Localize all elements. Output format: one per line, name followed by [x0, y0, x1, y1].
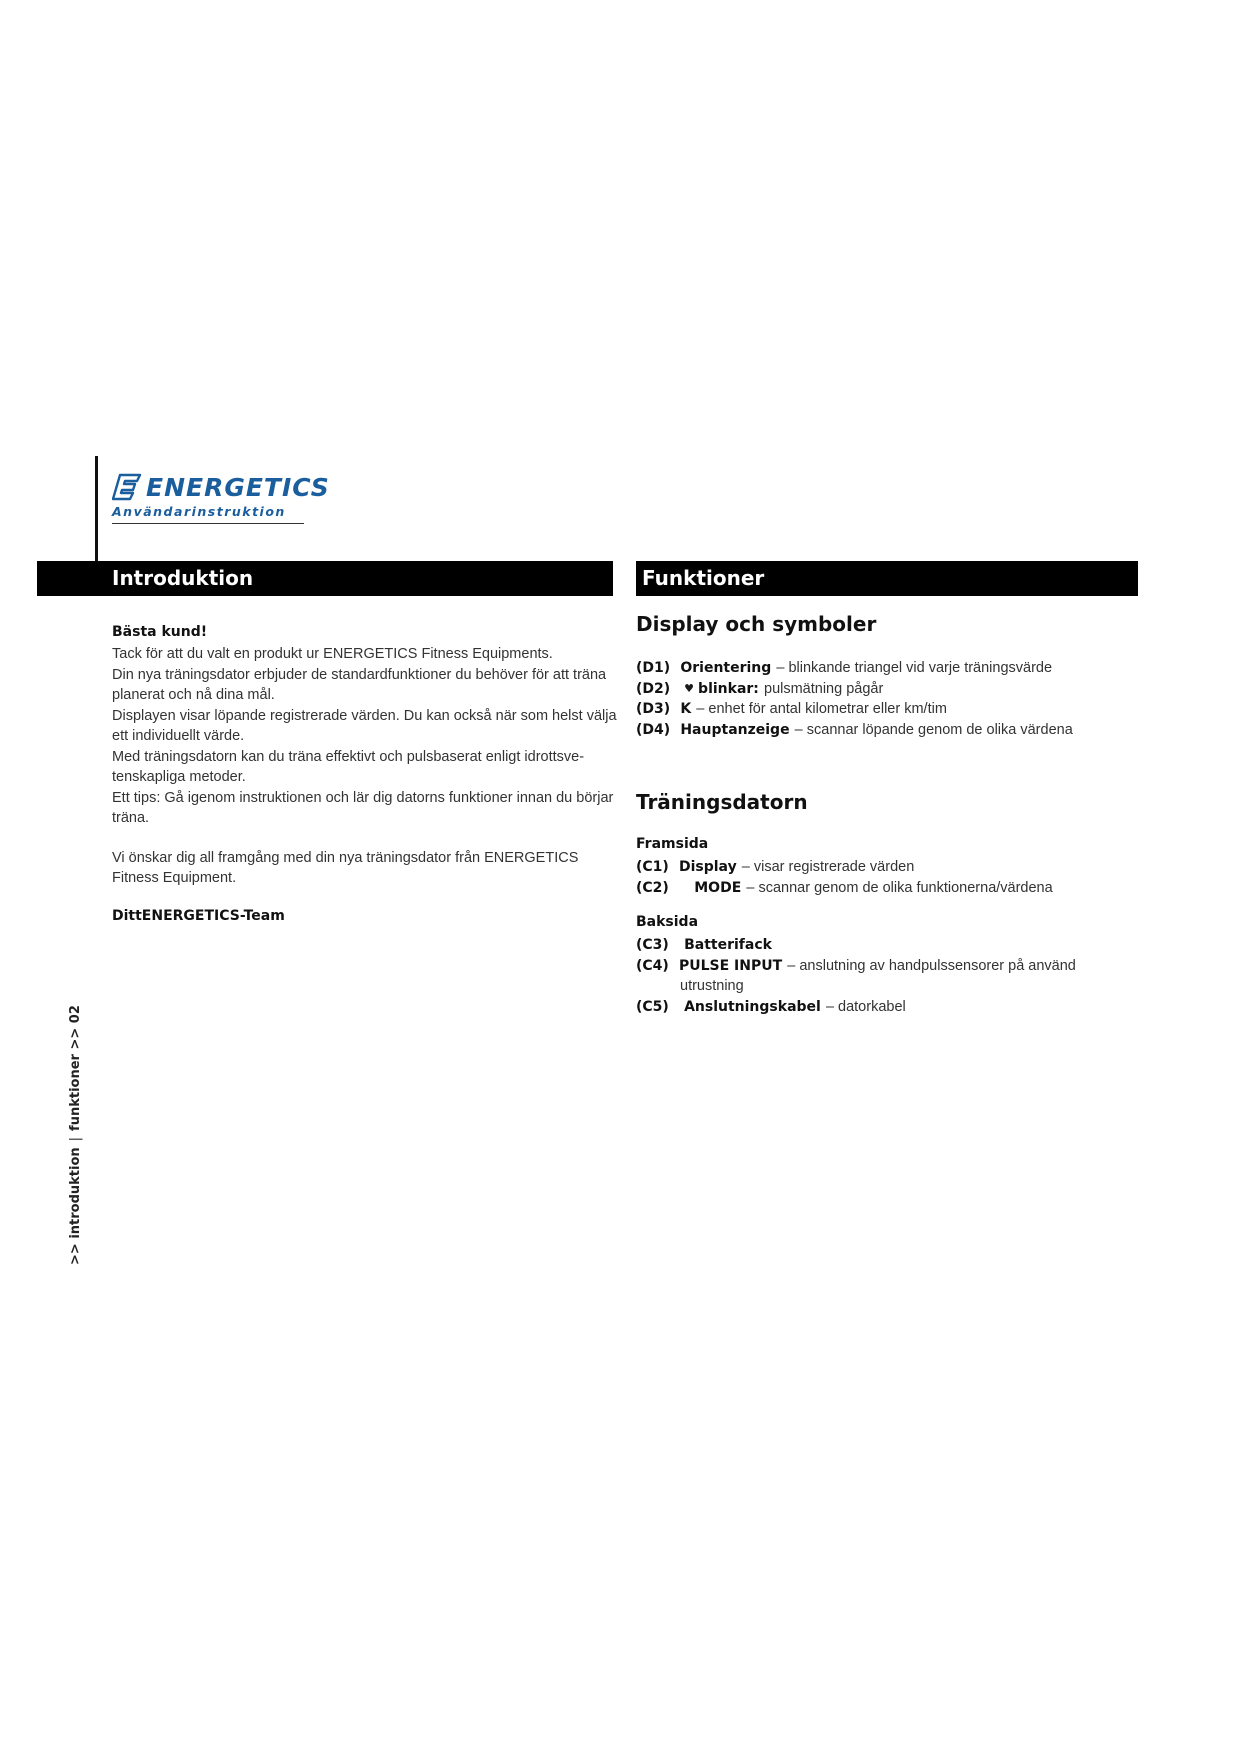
greeting: Bästa kund! [112, 624, 208, 640]
list-item [636, 956, 1116, 977]
item-desc: – scannar genom de olika funktionerna/värdena [746, 879, 1053, 896]
intro-paragraph: Tack för att du valt en produkt ur ENERGETICS Fitness Equipments. [112, 646, 553, 662]
header-vertical-rule [95, 456, 98, 562]
item-desc: utrustning [680, 978, 744, 994]
intro-paragraph: Displayen visar löpande registrerade värden. Du kan också när som helst välja ett individuellt värde. [112, 707, 617, 744]
page-sidebar-nav [68, 1005, 83, 1265]
item-code: (C5) [636, 998, 669, 1015]
brand-name: ENERGETICS [146, 472, 330, 502]
functions-column [636, 612, 1116, 1017]
signature: DittENERGETICS-Team [112, 907, 285, 924]
item-code: (D2) [636, 680, 671, 697]
intro-paragraph: Med träningsdatorn kan du träna effektivt och pulsbaserat enligt idrottsve-tenskapliga metoder. [112, 748, 585, 785]
brand-subtitle: Användarinstruktion [112, 504, 286, 519]
energetics-e-logo-icon [112, 472, 142, 502]
display-heading: Display och symboler [636, 612, 877, 636]
item-desc: – enhet för antal kilometrar eller km/tim [696, 701, 947, 717]
item-code: (C1) [636, 859, 669, 875]
section-bar-introduktion [37, 561, 613, 596]
list-item [636, 878, 1116, 899]
intro-paragraph: Din nya träningsdator erbjuder de standardfunktioner du behöver för att träna planerat och nå dina mål. [112, 666, 607, 703]
item-label: PULSE INPUT [678, 957, 783, 974]
computer-heading: Träningsdatorn [636, 790, 808, 814]
back-subheading: Baksida [636, 914, 699, 930]
item-label: Display [678, 859, 737, 875]
item-desc: – visar registrerade värden [741, 859, 915, 875]
item-label: Anslutningskabel [684, 998, 821, 1015]
list-item [636, 658, 1116, 679]
item-desc: – scannar löpande genom de olika värdena [794, 721, 1073, 738]
sidebar-prefix: >> [68, 1243, 83, 1265]
sidebar-section-introduktion: introduktion [68, 1147, 83, 1239]
item-label: K [680, 701, 692, 717]
sidebar-separator: | [68, 1136, 83, 1142]
intro-column [112, 624, 617, 924]
list-item-continuation [636, 976, 1116, 997]
section-title-introduktion: Introduktion [112, 566, 254, 590]
item-code: (D1) [636, 660, 671, 676]
item-label: Hauptanzeige [680, 721, 790, 738]
item-desc: – blinkande triangel vid varje träningsvärde [776, 660, 1053, 676]
front-list [636, 857, 1116, 898]
item-label: Batterifack [684, 937, 772, 953]
sidebar-section-funktioner: funktioner [68, 1054, 83, 1131]
list-item [636, 699, 1116, 720]
list-item [636, 679, 1116, 700]
list-item [636, 997, 1116, 1018]
item-desc: pulsmätning pågår [764, 680, 884, 697]
list-item [636, 935, 1116, 956]
wish-text: Vi önskar dig all framgång med din nya träningsdator från ENERGETICS Fitness Equipment. [112, 849, 579, 886]
item-code: (D3) [636, 701, 671, 717]
intro-paragraph: Ett tips: Gå igenom instruktionen och lär dig datorns funktioner innan du börjar träna. [112, 789, 614, 826]
item-code: (C2) [636, 879, 669, 896]
item-desc: – datorkabel [825, 998, 906, 1015]
item-label: blinkar: [698, 680, 759, 697]
section-bar-funktioner [636, 561, 1138, 596]
front-subheading: Framsida [636, 836, 709, 852]
list-item [636, 857, 1116, 878]
list-item [636, 720, 1116, 741]
brand-logo [112, 472, 330, 519]
item-code: (C4) [636, 957, 669, 974]
back-list [636, 935, 1116, 1017]
logo-underline [112, 523, 304, 524]
item-label: MODE [694, 879, 742, 896]
intro-text [112, 644, 617, 829]
item-label: Orientering [680, 660, 772, 676]
section-title-funktioner: Funktioner [642, 566, 765, 590]
heart-icon: ♥ [684, 681, 695, 695]
item-desc: – anslutning av handpulssensorer på använd [787, 957, 1076, 974]
display-symbol-list [636, 658, 1116, 740]
item-code: (C3) [636, 937, 669, 953]
page-number: >> 02 [68, 1005, 83, 1050]
item-code: (D4) [636, 721, 671, 738]
